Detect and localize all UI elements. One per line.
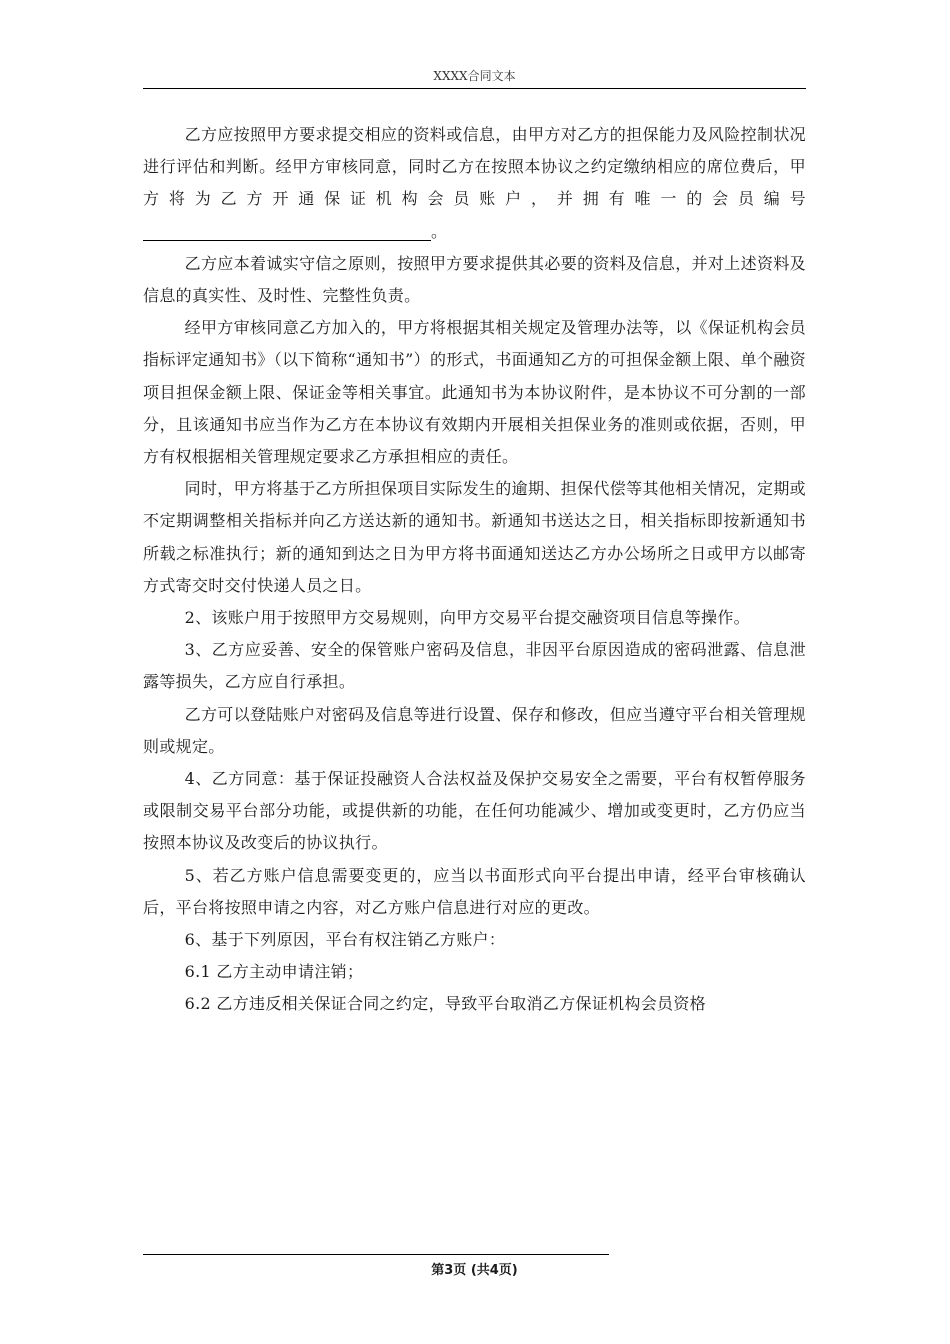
paragraph-clause-6: 6、基于下列原因，平台有权注销乙方账户： <box>184 930 506 950</box>
header-title: XXXX合同文本 <box>433 69 516 83</box>
paragraph-adjustment: 同时，甲方将基于乙方所担保项目实际发生的逾期、担保代偿等其他相关情况，定期或不定期调整相关指标并向乙方送达新的通知书。新通知书送达之日，相关指标即按新通知书所载之标准执行；新的通知到达之日为甲方将书面通知送达乙方办公场所之日或甲方以邮寄方式寄交时交付快递人员之日。 <box>143 479 806 595</box>
member-number-blank <box>143 222 431 241</box>
paragraph-honesty: 乙方应本着诚实守信之原则，按照甲方要求提供其必要的资料及信息，并对上述资料及信息的真实性、及时性、完整性负责。 <box>143 253 806 306</box>
paragraph-clause-6-1: 6.1 乙方主动申请注销； <box>184 962 364 982</box>
page-header <box>143 68 806 89</box>
page-footer <box>143 1262 806 1280</box>
paragraph-clause-4: 4、乙方同意：基于保证投融资人合法权益及保护交易安全之需要，平台有权暂停服务或限制交易平台部分功能，或提供新的功能，在任何功能减少、增加或变更时，乙方仍应当按照本协议及改变后的协议执行。 <box>143 769 806 853</box>
paragraph-member-account-text: 乙方应按照甲方要求提交相应的资料或信息，由甲方对乙方的担保能力及风险控制状况进行评估和判断。经甲方审核同意，同时乙方在按照本协议之约定缴纳相应的席位费后，甲方将为乙方开通保证机构会员账户，并拥有唯一的会员编号 <box>143 125 806 209</box>
document-body <box>143 119 806 1021</box>
paragraph-notice: 经甲方审核同意乙方加入的，甲方将根据其相关规定及管理办法等，以《保证机构会员指标评定通知书》（以下简称“通知书”）的形式，书面通知乙方的可担保金额上限、单个融资项目担保金额上限、保证金等相关事宜。此通知书为本协议附件，是本协议不可分割的一部分，且该通知书应当作为乙方在本协议有效期内开展相关担保业务的准则或依据，否则，甲方有权根据相关管理规定要求乙方承担相应的责任。 <box>143 318 806 467</box>
paragraph-clause-3: 3、乙方应妥善、安全的保管账户密码及信息，非因平台原因造成的密码泄露、信息泄露等损失，乙方应自行承担。 <box>143 640 806 692</box>
paragraph-member-account-end: 。 <box>431 221 448 241</box>
page-number: 第3页 (共4页) <box>431 1263 518 1278</box>
footer-divider <box>143 1254 609 1255</box>
paragraph-member-account <box>143 119 806 248</box>
paragraph-clause-6-2: 6.2 乙方违反相关保证合同之约定，导致平台取消乙方保证机构会员资格 <box>184 994 707 1014</box>
paragraph-clause-5: 5、若乙方账户信息需要变更的，应当以书面形式向平台提出申请，经平台审核确认后，平台将按照申请之内容，对乙方账户信息进行对应的更改。 <box>143 865 806 917</box>
paragraph-account-settings: 乙方可以登陆账户对密码及信息等进行设置、保存和修改，但应当遵守平台相关管理规则或规定。 <box>143 704 806 756</box>
paragraph-clause-2: 2、该账户用于按照甲方交易规则，向甲方交易平台提交融资项目信息等操作。 <box>184 608 750 628</box>
